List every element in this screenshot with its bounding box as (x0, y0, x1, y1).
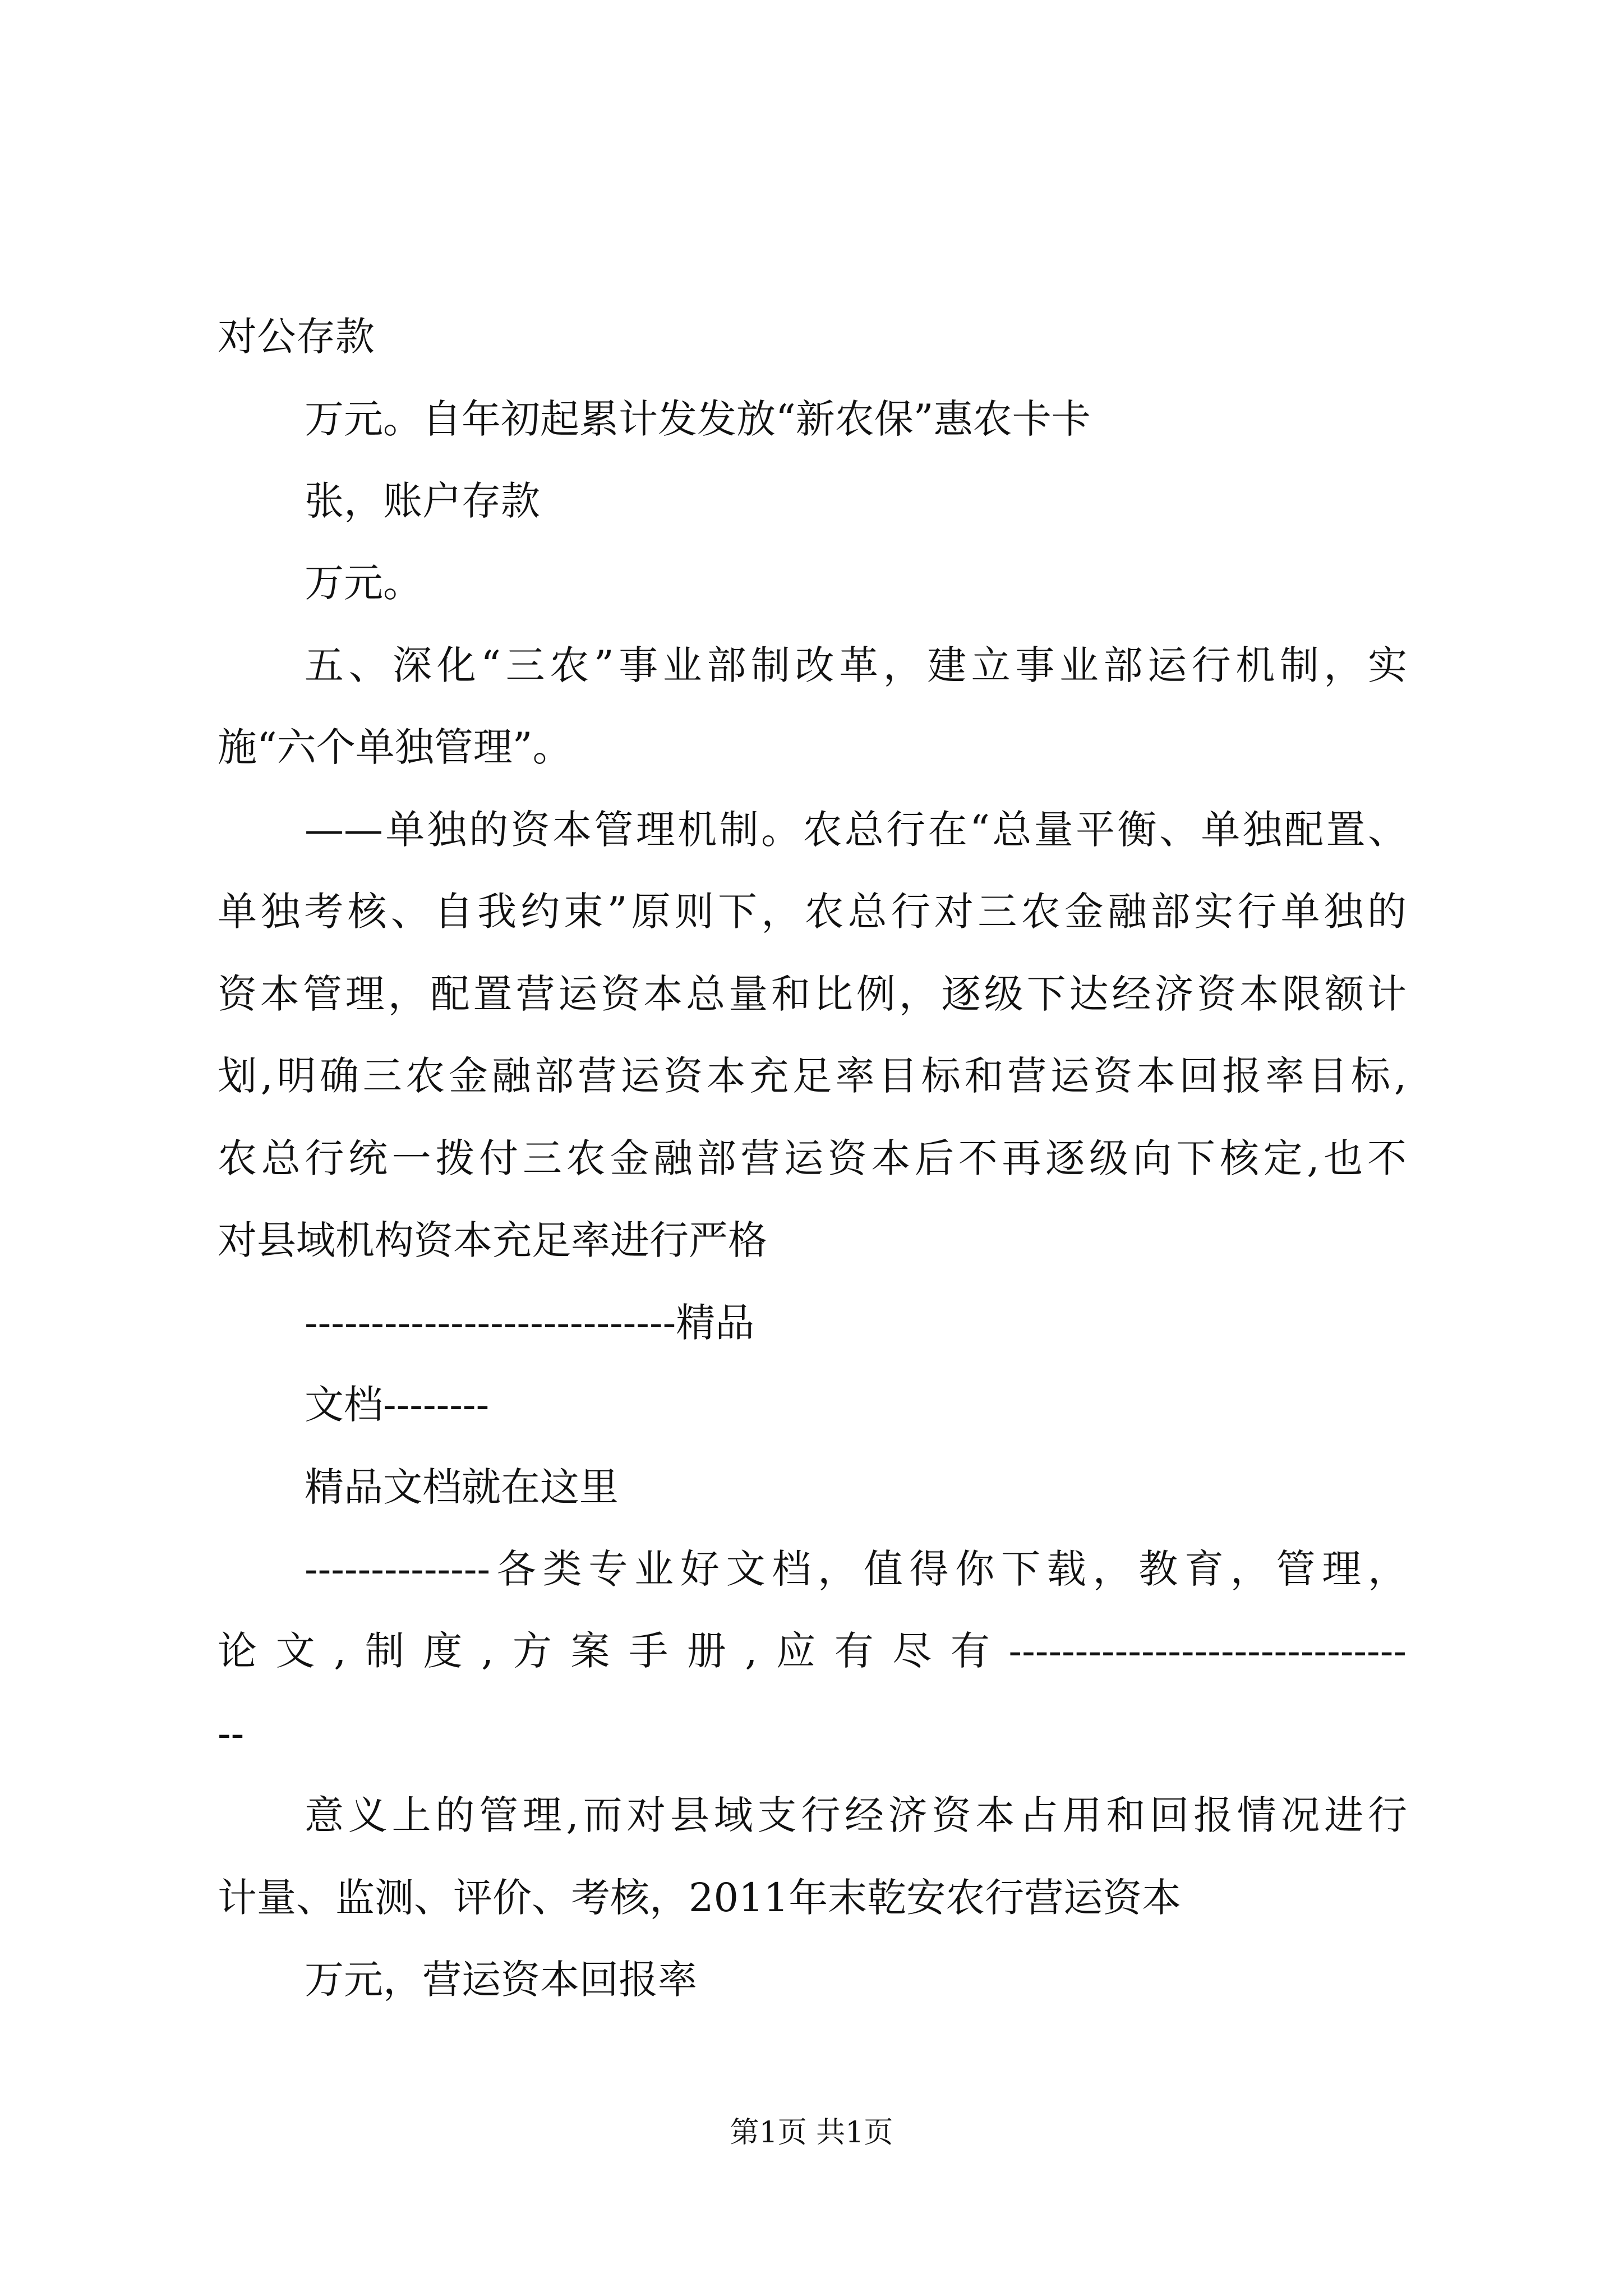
text-line-16: --------------各类专业好文档，值得你下载，教育，管理， (305, 1546, 1407, 1592)
text-line-14: 文档-------- (305, 1382, 490, 1428)
text-line-8: 单独考核、自我约束”原则下，农总行对三农金融部实行单独的 (218, 889, 1407, 935)
text-line-10: 划,明确三农金融部营运资本充足率目标和营运资本回报率目标, (218, 1053, 1407, 1099)
text-line-12: 对县域机构资本充足率进行严格 (218, 1217, 767, 1263)
text-line-7: ——单独的资本管理机制。农总行在“总量平衡、单独配置、 (305, 807, 1407, 853)
text-line-5: 五、深化“三农”事业部制改革，建立事业部运行机制，实 (305, 642, 1407, 688)
text-line-13: ----------------------------精品 (305, 1300, 755, 1346)
text-line-19: 意义上的管理,而对县域支行经济资本占用和回报情况进行 (305, 1792, 1407, 1838)
text-line-21: 万元，营运资本回报率 (305, 1957, 697, 2003)
text-line-17: 论文,制度,方案手册,应有尽有------------------------------ (218, 1628, 1407, 1674)
text-line-3: 张，账户存款 (305, 478, 540, 524)
text-line-9: 资本管理，配置营运资本总量和比例，逐级下达经济资本限额计 (218, 971, 1407, 1017)
text-line-18: -- (218, 1710, 245, 1756)
text-line-2: 万元。自年初起累计发发放“新农保”惠农卡卡 (305, 396, 1091, 442)
page-number-footer: 第1页 共1页 (730, 2116, 893, 2150)
text-line-4: 万元。 (305, 560, 422, 606)
text-line-6: 施“六个单独管理”。 (218, 724, 572, 770)
text-line-15: 精品文档就在这里 (305, 1464, 619, 1510)
text-line-11: 农总行统一拨付三农金融部营运资本后不再逐级向下核定,也不 (218, 1135, 1407, 1181)
text-line-1: 对公存款 (218, 314, 375, 360)
text-line-20: 计量、监测、评价、考核，2011年末乾安农行营运资本 (218, 1875, 1182, 1921)
